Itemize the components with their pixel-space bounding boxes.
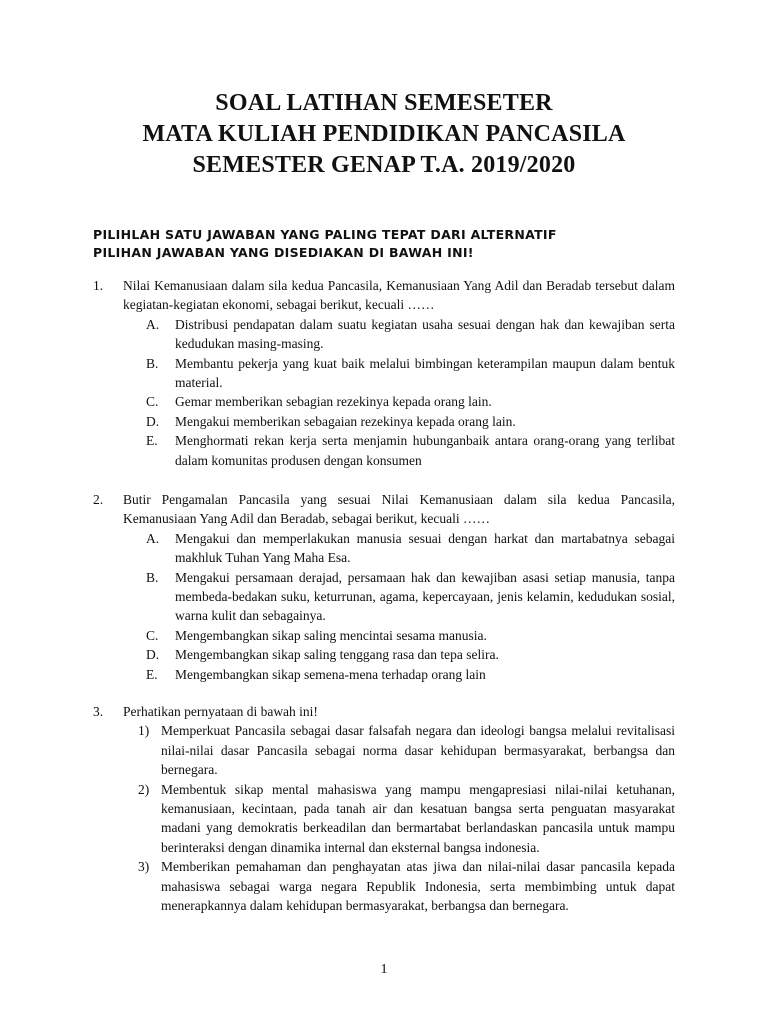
title-line-3: SEMESTER GENAP T.A. 2019/2020 [192,152,576,178]
statement-number: 2) [138,781,150,797]
document-title [0,88,768,181]
option-e [93,665,675,684]
option-text: Membantu pekerja yang kuat baik melalui bimbingan keterampilan maupun dalam bentuk material. [175,355,675,391]
question-number: 2. [93,492,104,507]
option-e [93,431,675,470]
question-stem [93,490,675,529]
option-letter: E. [146,666,158,682]
instruction-line-1: PILIHLAH SATU JAWABAN YANG PALING TEPAT DARI ALTERNATIF [93,227,557,242]
question-stem [93,276,675,315]
question-text: Perhatikan pernyataan di bawah ini! [123,704,318,719]
option-letter: E. [146,433,158,449]
instruction-text [93,226,693,262]
statement-text: Memberikan pemahaman dan penghayatan atas jiwa dan nilai-nilai dasar pancasila kepada mahasiswa sebagai warga negara Republik Indonesia, serta membimbing untuk dapat menerapkannya dalam kehidupan bermasyarakat, berbangsa dan bernegara. [161,859,675,914]
option-text: Mengembangkan sikap saling mencintai sesama manusia. [175,627,487,643]
question-number: 1. [93,278,104,293]
statement-list [93,721,675,915]
option-letter: B. [146,569,159,585]
statement-text: Memperkuat Pancasila sebagai dasar falsafah negara dan ideologi bangsa melalui revitalisasi nilai-nilai dasar Pancasila sebagai norma dasar kehidupan bermasyarakat, berbangsa dan bernegara. [161,723,675,778]
question-text: Nilai Kemanusiaan dalam sila kedua Pancasila, Kemanusiaan Yang Adil dan Beradab tersebut dalam kegiatan-kegiatan ekonomi, sebagai berikut, kecuali …… [123,278,675,313]
option-c [93,626,675,645]
statement-number: 3) [138,859,150,875]
option-text: Mengakui memberikan sebagaian rezekinya kepada orang lain. [175,413,516,429]
option-text: Mengembangkan sikap semena-mena terhadap orang lain [175,666,486,682]
option-a [93,529,675,568]
option-c [93,392,675,411]
instruction-line-2: PILIHAN JAWABAN YANG DISEDIAKAN DI BAWAH INI! [93,245,474,260]
option-d [93,645,675,664]
question-3 [93,702,675,915]
question-1 [93,276,675,470]
option-letter: C. [146,627,159,643]
question-2 [93,490,675,684]
option-letter: D. [146,647,160,663]
statement-2 [93,780,675,858]
option-letter: B. [146,355,159,371]
option-letter: D. [146,413,160,429]
statement-3 [93,857,675,915]
option-d [93,412,675,431]
statement-1 [93,721,675,779]
option-text: Gemar memberikan sebagian rezekinya kepada orang lain. [175,394,492,410]
option-letter: A. [146,316,160,332]
option-text: Mengembangkan sikap saling tenggang rasa dan tepa selira. [175,647,499,663]
option-letter: A. [146,530,160,546]
answer-options [93,529,675,684]
question-number: 3. [93,704,104,719]
question-text: Butir Pengamalan Pancasila yang sesuai Nilai Kemanusiaan dalam sila kedua Pancasila, Kemanusiaan Yang Adil dan Beradab, sebagai berikut, kecuali …… [123,492,675,527]
option-a [93,315,675,354]
statement-text: Membentuk sikap mental mahasiswa yang mampu mengapresiasi nilai-nilai ketuhanan, kemanusiaan, kecintaan, pada tanah air dan kesatuan bangsa serta penguatan masyarakat madani yang demokratis berkeadilan dan bermartabat berlandaskan pancasila untuk mampu berinteraksi dengan dinamika internal dan eksternal bangsa indonesia. [161,781,675,855]
option-text: Menghormati rekan kerja serta menjamin hubunganbaik antara orang-orang yang terlibat dalam komunitas produsen dengan konsumen [175,433,675,468]
option-text: Mengakui dan memperlakukan manusia sesuai dengan harkat dan martabatnya sebagai makhluk Tuhan Yang Maha Esa. [175,530,675,566]
option-b [93,354,675,393]
option-letter: C. [146,394,159,410]
statement-number: 1) [138,723,150,739]
option-text: Distribusi pendapatan dalam suatu kegiatan usaha sesuai dengan hak dan kewajiban serta kedudukan masing-masing. [175,316,675,352]
question-stem [93,702,675,721]
title-line-1: SOAL LATIHAN SEMESETER [215,90,553,116]
title-line-2: MATA KULIAH PENDIDIKAN PANCASILA [142,121,626,147]
answer-options [93,315,675,470]
option-b [93,568,675,626]
option-text: Mengakui persamaan derajad, persamaan hak dan kewajiban asasi setiap manusia, tanpa membeda-bedakan suku, keturrunan, agama, kepercayaan, jenis kelamin, kedudukan sosial, warna kulit dan sebagainya. [175,569,675,624]
page-number: 1 [380,962,388,977]
